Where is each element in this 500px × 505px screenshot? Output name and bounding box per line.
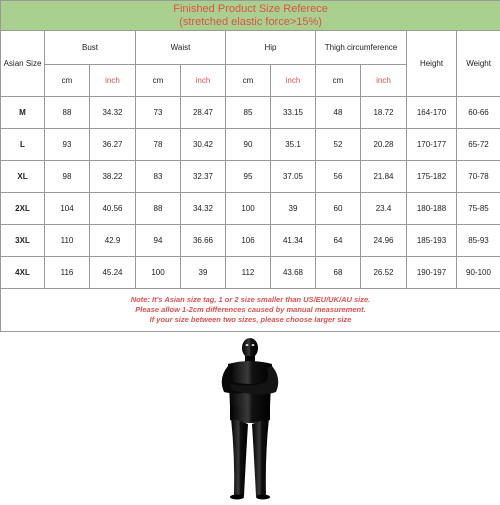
- waist-inch-cell: 34.32: [181, 193, 226, 225]
- table-row: [1, 225, 500, 257]
- hip-cm-cell: 95: [226, 161, 271, 193]
- waist-inch-cell: 36.66: [181, 225, 226, 257]
- size-cell: L: [1, 129, 45, 161]
- waist-cm-cell: 100: [136, 257, 181, 289]
- title-line-1: Finished Product Size Referece: [1, 3, 500, 16]
- size-cell: 4XL: [1, 257, 45, 289]
- height-cell: 185-193: [407, 225, 457, 257]
- note-line-2: Please allow 1-2cm differences caused by manual measurement.: [1, 305, 500, 315]
- waist-inch-cell: 30.42: [181, 129, 226, 161]
- waist-cm-cell: 88: [136, 193, 181, 225]
- bust-inch-cell: 42.9: [90, 225, 136, 257]
- waist-cm-cell: 83: [136, 161, 181, 193]
- size-cell: XL: [1, 161, 45, 193]
- thigh-inch-cell: 24.96: [361, 225, 407, 257]
- size-cell: 2XL: [1, 193, 45, 225]
- weight-cell: 75-85: [457, 193, 500, 225]
- height-cell: 180-188: [407, 193, 457, 225]
- bust-inch-cell: 38.22: [90, 161, 136, 193]
- person-bodysuit-icon: [190, 336, 310, 500]
- bust-inch-cell: 36.27: [90, 129, 136, 161]
- hip-inch-cell: 43.68: [271, 257, 316, 289]
- thigh-inch-cell: 21.84: [361, 161, 407, 193]
- hip-inch-cell: 41.34: [271, 225, 316, 257]
- header-thigh: Thigh circumference: [316, 31, 407, 65]
- hip-cm-cell: 112: [226, 257, 271, 289]
- hip-cm-cell: 106: [226, 225, 271, 257]
- bust-cm-cell: 98: [45, 161, 90, 193]
- table-row: [1, 129, 500, 161]
- hip-inch-cell: 33.15: [271, 97, 316, 129]
- unit-waist-inch: inch: [181, 65, 226, 97]
- thigh-inch-cell: 26.52: [361, 257, 407, 289]
- bust-inch-cell: 34.32: [90, 97, 136, 129]
- size-table: [0, 0, 500, 97]
- waist-cm-cell: 94: [136, 225, 181, 257]
- unit-thigh-inch: inch: [361, 65, 407, 97]
- height-cell: 170-177: [407, 129, 457, 161]
- note-line-3: If your size between two sizes, please choose larger size: [1, 315, 500, 325]
- hip-inch-cell: 37.05: [271, 161, 316, 193]
- bust-cm-cell: 104: [45, 193, 90, 225]
- chart-title: [1, 1, 500, 31]
- thigh-inch-cell: 20.28: [361, 129, 407, 161]
- hip-inch-cell: 35.1: [271, 129, 316, 161]
- bust-cm-cell: 110: [45, 225, 90, 257]
- thigh-cm-cell: 48: [316, 97, 361, 129]
- bust-cm-cell: 88: [45, 97, 90, 129]
- bust-cm-cell: 116: [45, 257, 90, 289]
- height-cell: 190-197: [407, 257, 457, 289]
- weight-cell: 90-100: [457, 257, 500, 289]
- header-waist: Waist: [136, 31, 226, 65]
- header-bust: Bust: [45, 31, 136, 65]
- thigh-cm-cell: 64: [316, 225, 361, 257]
- table-row: [1, 97, 500, 129]
- size-note: [1, 289, 500, 332]
- table-row: [1, 161, 500, 193]
- thigh-cm-cell: 56: [316, 161, 361, 193]
- unit-hip-cm: cm: [226, 65, 271, 97]
- bust-cm-cell: 93: [45, 129, 90, 161]
- thigh-inch-cell: 18.72: [361, 97, 407, 129]
- unit-thigh-cm: cm: [316, 65, 361, 97]
- weight-cell: 65-72: [457, 129, 500, 161]
- waist-inch-cell: 28.47: [181, 97, 226, 129]
- note-line-1: Note: It's Asian size tag, 1 or 2 size smaller than US/EU/UK/AU size.: [1, 295, 500, 305]
- size-data-table: [0, 96, 500, 332]
- waist-cm-cell: 78: [136, 129, 181, 161]
- weight-cell: 85-93: [457, 225, 500, 257]
- title-line-2: (stretched elastic force>15%): [1, 16, 500, 29]
- weight-cell: 60-66: [457, 97, 500, 129]
- weight-cell: 70-78: [457, 161, 500, 193]
- hip-cm-cell: 100: [226, 193, 271, 225]
- size-cell: M: [1, 97, 45, 129]
- thigh-inch-cell: 23.4: [361, 193, 407, 225]
- thigh-cm-cell: 60: [316, 193, 361, 225]
- waist-inch-cell: 39: [181, 257, 226, 289]
- unit-waist-cm: cm: [136, 65, 181, 97]
- hip-cm-cell: 85: [226, 97, 271, 129]
- header-weight: Weight: [457, 31, 500, 97]
- bust-inch-cell: 40.56: [90, 193, 136, 225]
- thigh-cm-cell: 52: [316, 129, 361, 161]
- bust-inch-cell: 45.24: [90, 257, 136, 289]
- unit-bust-inch: inch: [90, 65, 136, 97]
- header-asian-size: Asian Size: [1, 31, 45, 97]
- table-row: [1, 193, 500, 225]
- waist-inch-cell: 32.37: [181, 161, 226, 193]
- waist-cm-cell: 73: [136, 97, 181, 129]
- unit-bust-cm: cm: [45, 65, 90, 97]
- hip-inch-cell: 39: [271, 193, 316, 225]
- unit-hip-inch: inch: [271, 65, 316, 97]
- header-height: Height: [407, 31, 457, 97]
- hip-cm-cell: 90: [226, 129, 271, 161]
- height-cell: 164-170: [407, 97, 457, 129]
- height-cell: 175-182: [407, 161, 457, 193]
- size-cell: 3XL: [1, 225, 45, 257]
- table-row: [1, 257, 500, 289]
- thigh-cm-cell: 68: [316, 257, 361, 289]
- header-hip: Hip: [226, 31, 316, 65]
